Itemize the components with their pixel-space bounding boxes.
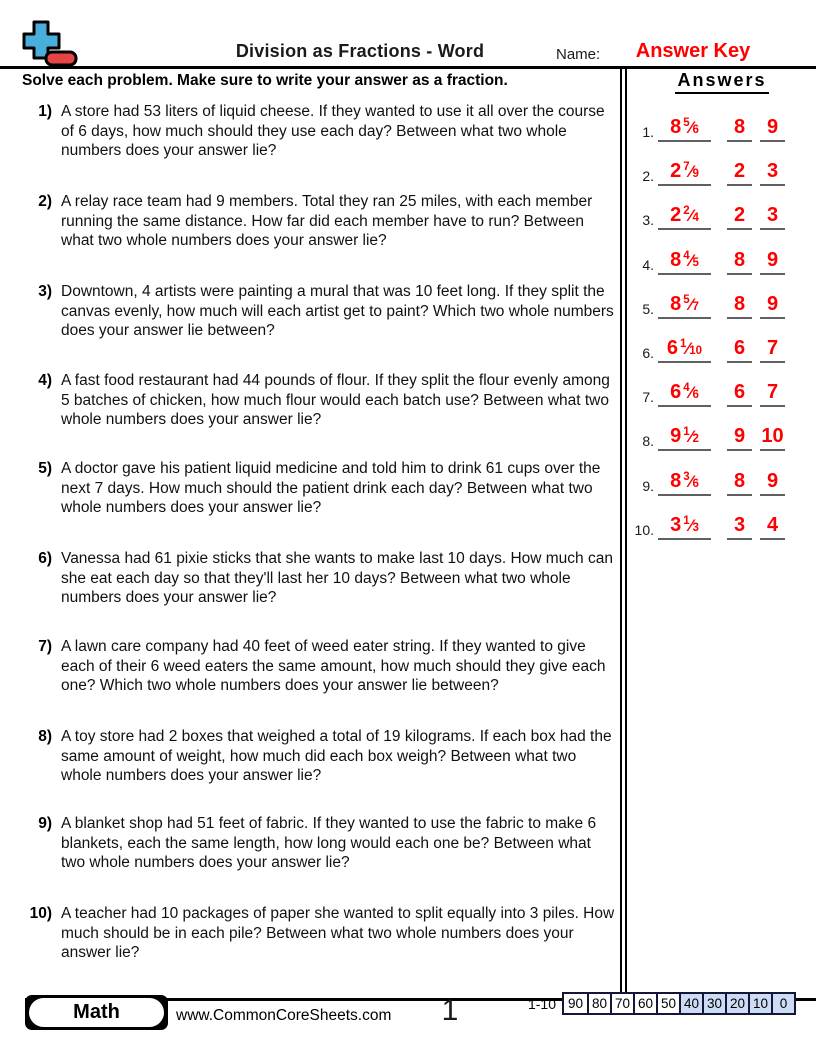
fraction-whole: 6 [670,381,682,403]
score-cell: 30 [702,994,725,1013]
subject-badge-pill [29,998,164,1027]
answer-row [628,335,816,363]
answer-fraction [658,114,711,142]
question-item [18,637,618,696]
answer-lower-bound: 8 [727,468,752,496]
fraction-denominator: 7 [692,301,699,313]
answer-upper-bound: 7 [760,379,785,407]
fraction-numerator: 1 [683,426,690,438]
question-item [18,102,618,161]
question-text: A blanket shop had 51 feet of fabric. If they wanted to use the fabric to make 6 blankets, each the same length, how long would each one be? Between what two whole numbers does your answer lie? [61,815,597,871]
fraction-whole: 8 [670,470,682,492]
fraction-numerator: 2 [683,205,690,217]
fraction-whole: 9 [670,425,682,447]
answer-upper-bound: 9 [760,468,785,496]
answer-upper-bound: 3 [760,158,785,186]
header-divider [0,66,816,69]
answer-upper-bound: 10 [760,423,785,451]
fraction-numerator: 3 [683,471,690,483]
score-cell: 50 [656,994,679,1013]
question-text: Downtown, 4 artists were painting a mural that was 10 feet long. If they split the canvas evenly, how much will each artist get to paint? Which two whole numbers does your answer lie between? [61,283,614,339]
question-item [18,459,618,518]
fraction-denominator: 6 [692,124,699,136]
answer-number: 4. [642,257,654,273]
fraction-whole: 8 [670,116,682,138]
answer-key-label: Answer Key [635,40,751,62]
question-text: A doctor gave his patient liquid medicine and told him to drink 61 cups over the next 7 days. How much should the patient drink each day? Between what two whole numbers does your answer lie? [61,460,601,516]
answers-title: Answers [675,70,768,94]
answer-fraction [658,423,711,451]
fraction-numerator: 1 [683,515,690,527]
answer-number: 9. [642,478,654,494]
answer-upper-bound: 9 [760,247,785,275]
question-number: 9) [38,815,52,832]
score-range-label: 1-10 [527,996,556,1012]
answer-fraction [658,291,711,319]
score-cell: 70 [610,994,633,1013]
answer-lower-bound: 2 [727,158,752,186]
answer-row [628,379,816,407]
answer-number: 5. [642,301,654,317]
question-text: A fast food restaurant had 44 pounds of flour. If they split the flour evenly among 5 batches of chicken, how much flour would each batch use? Between what two whole numbers does your answer lie? [61,372,610,428]
answer-upper-bound: 3 [760,202,785,230]
subject-badge [25,995,168,1030]
answer-row [628,468,816,496]
question-item [18,192,618,251]
fraction-whole: 8 [670,249,682,271]
worksheet-title: Division as Fractions - Word [235,41,485,61]
fraction-denominator: 10 [689,345,703,357]
answer-number: 8. [642,433,654,449]
question-text: Vanessa had 61 pixie sticks that she wants to make last 10 days. How much can she eat each day so that they'll last her 10 days? Between what two whole numbers does your answer lie? [61,550,613,606]
score-cell: 20 [725,994,748,1013]
question-item [18,814,618,873]
answer-number: 3. [642,212,654,228]
grading-scale-table [562,992,796,1015]
answer-number: 10. [634,522,654,538]
score-cell: 90 [567,996,584,1011]
answer-upper-bound: 9 [760,114,785,142]
fraction-numerator: 4 [683,250,690,262]
answer-fraction [658,468,711,496]
answer-row [628,247,816,275]
answer-fraction [658,247,711,275]
answer-upper-bound: 9 [760,291,785,319]
answer-upper-bound: 7 [760,335,785,363]
answers-column-divider [620,69,627,993]
fraction-whole: 2 [670,160,682,182]
score-cell: 60 [633,994,656,1013]
answer-number: 1. [642,124,654,140]
question-text: A toy store had 2 boxes that weighed a total of 19 kilograms. If each box had the same amount of weight, how much did each box weigh? Between what two whole numbers does your answer lie? [61,728,612,784]
commoncoresheets-logo-icon [21,19,81,69]
fraction-denominator: 5 [692,257,699,269]
fraction-denominator: 6 [692,478,699,490]
page-number: 1 [441,994,459,1027]
logo-minus-icon [46,52,76,65]
instruction-text: Solve each problem. Make sure to write your answer as a fraction. [22,72,508,89]
answer-number: 2. [642,168,654,184]
answer-fraction [658,512,711,540]
score-cell: 80 [587,994,610,1013]
fraction-numerator: 5 [683,294,690,306]
answer-row [628,512,816,540]
answer-fraction [658,158,711,186]
answer-number: 7. [642,389,654,405]
fraction-whole: 8 [670,293,682,315]
fraction-denominator: 3 [692,522,699,534]
question-number: 2) [38,193,52,210]
score-cell: 0 [771,994,794,1013]
question-item [18,549,618,608]
answer-row [628,291,816,319]
fraction-whole: 6 [666,337,679,359]
answer-lower-bound: 8 [727,247,752,275]
question-number: 6) [38,550,52,567]
answer-lower-bound: 3 [727,512,752,540]
question-text: A teacher had 10 packages of paper she wanted to split equally into 3 piles. How much should be in each pile? Between what two whole numbers does your answer lie? [61,905,615,961]
answer-lower-bound: 8 [727,291,752,319]
question-number: 10) [29,905,52,922]
answer-fraction [658,335,711,363]
answer-upper-bound: 4 [760,512,785,540]
answer-fraction [658,202,711,230]
subject-label: Math [73,1001,120,1023]
question-number: 4) [38,372,52,389]
answer-lower-bound: 8 [727,114,752,142]
fraction-denominator: 2 [692,433,699,445]
question-number: 5) [38,460,52,477]
question-number: 8) [38,728,52,745]
question-text: A relay race team had 9 members. Total they ran 25 miles, with each member running the same distance. How far did each member have to run? Between what two whole numbers does your answer lie? [61,193,593,249]
question-text: A store had 53 liters of liquid cheese. If they wanted to use it all over the course of 6 days, how much should they use each day? Between what two whole numbers does your answer lie? [61,103,605,159]
answer-fraction [658,379,711,407]
answer-row [628,423,816,451]
answer-lower-bound: 2 [727,202,752,230]
answer-number: 6. [642,345,654,361]
score-cell: 10 [748,994,771,1013]
fraction-numerator: 5 [683,117,690,129]
question-text: A lawn care company had 40 feet of weed eater string. If they wanted to give each of their 6 weed eaters the same amount, how much should they give each one? Which two whole numbers does your answer lie between? [61,638,606,694]
answer-lower-bound: 9 [727,423,752,451]
score-cell: 40 [679,994,702,1013]
fraction-denominator: 9 [692,168,699,180]
fraction-denominator: 6 [692,389,699,401]
fraction-numerator: 7 [683,161,690,173]
fraction-denominator: 4 [692,212,699,224]
question-item [18,371,618,430]
fraction-whole: 3 [670,514,682,536]
answer-row [628,158,816,186]
answers-header [628,70,816,94]
question-item [18,727,618,786]
question-number: 1) [38,103,52,120]
fraction-numerator: 1 [680,338,687,350]
answer-row [628,114,816,142]
answer-row [628,202,816,230]
fraction-numerator: 4 [683,382,690,394]
name-label: Name: [556,46,601,63]
website-link[interactable]: www.CommonCoreSheets.com [176,1007,392,1024]
fraction-whole: 2 [670,204,682,226]
answer-lower-bound: 6 [727,335,752,363]
question-number: 7) [38,638,52,655]
question-item [18,282,618,341]
answer-lower-bound: 6 [727,379,752,407]
question-number: 3) [38,283,52,300]
question-item [18,904,618,963]
